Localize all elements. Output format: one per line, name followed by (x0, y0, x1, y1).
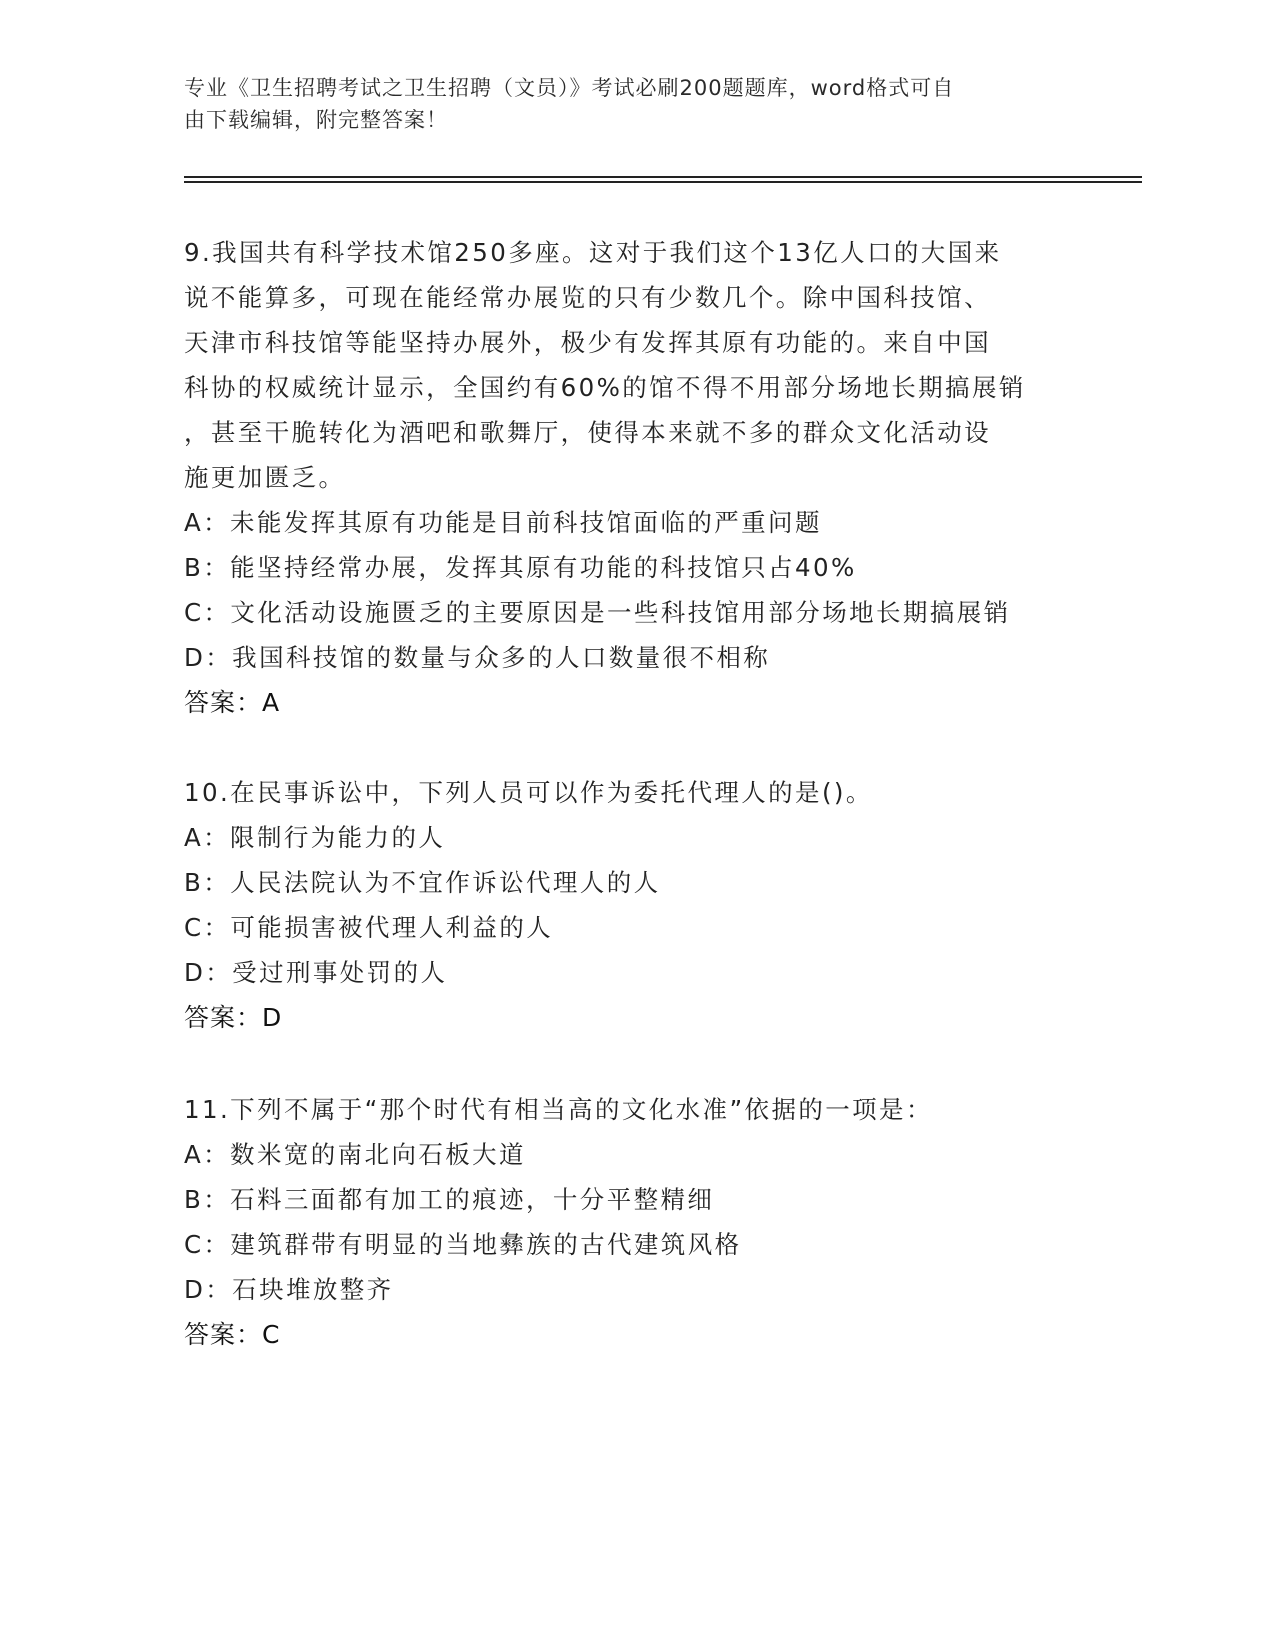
question-10-answer: 答案：D (184, 1003, 283, 1032)
question-block-10 (184, 770, 873, 1040)
question-9-answer: 答案：A (184, 688, 281, 717)
question-11-answer: 答案：C (184, 1320, 281, 1349)
question-9-text-line-1: 9.我国共有科学技术馆250多座。这对于我们这个13亿人口的大国来 (184, 238, 1002, 267)
question-10-option-c: C：可能损害被代理人利益的人 (184, 913, 554, 942)
question-11-option-c: C：建筑群带有明显的当地彝族的古代建筑风格 (184, 1230, 742, 1259)
question-block-9 (184, 230, 1026, 725)
header-line-2: 由下载编辑，附完整答案！ (184, 108, 448, 132)
question-9-text-line-3: 天津市科技馆等能坚持办展外，极少有发挥其原有功能的。来自中国 (184, 328, 991, 357)
question-10-option-d: D：受过刑事处罚的人 (184, 958, 448, 987)
question-9-option-d: D：我国科技馆的数量与众多的人口数量很不相称 (184, 643, 771, 672)
header-line-1: 专业《卫生招聘考试之卫生招聘（文员）》考试必刷200题题库，word格式可自 (184, 76, 955, 100)
question-11-option-a: A：数米宽的南北向石板大道 (184, 1140, 526, 1169)
question-9-text-line-5: ，甚至干脆转化为酒吧和歌舞厅，使得本来就不多的群众文化活动设 (184, 418, 991, 447)
document-header (184, 72, 1064, 136)
header-divider-bottom (184, 181, 1142, 183)
question-10-text-line-1: 10.在民事诉讼中，下列人员可以作为委托代理人的是()。 (184, 778, 873, 807)
header-divider-top (184, 176, 1142, 178)
question-10-option-b: B：人民法院认为不宜作诉讼代理人的人 (184, 868, 661, 897)
question-9-option-b: B：能坚持经常办展，发挥其原有功能的科技馆只占40% (184, 553, 857, 582)
question-10-option-a: A：限制行为能力的人 (184, 823, 446, 852)
question-block-11 (184, 1087, 933, 1357)
question-11-text-line-1: 11.下列不属于“那个时代有相当高的文化水准”依据的一项是： (184, 1095, 933, 1124)
question-11-option-b: B：石料三面都有加工的痕迹，十分平整精细 (184, 1185, 715, 1214)
question-11-option-d: D：石块堆放整齐 (184, 1275, 394, 1304)
question-9-text-line-6: 施更加匮乏。 (184, 463, 346, 492)
question-9-text-line-4: 科协的权威统计显示，全国约有60%的馆不得不用部分场地长期搞展销 (184, 373, 1026, 402)
question-9-option-c: C：文化活动设施匮乏的主要原因是一些科技馆用部分场地长期搞展销 (184, 598, 1011, 627)
question-9-text-line-2: 说不能算多，可现在能经常办展览的只有少数几个。除中国科技馆、 (184, 283, 991, 312)
question-9-option-a: A：未能发挥其原有功能是目前科技馆面临的严重问题 (184, 508, 822, 537)
